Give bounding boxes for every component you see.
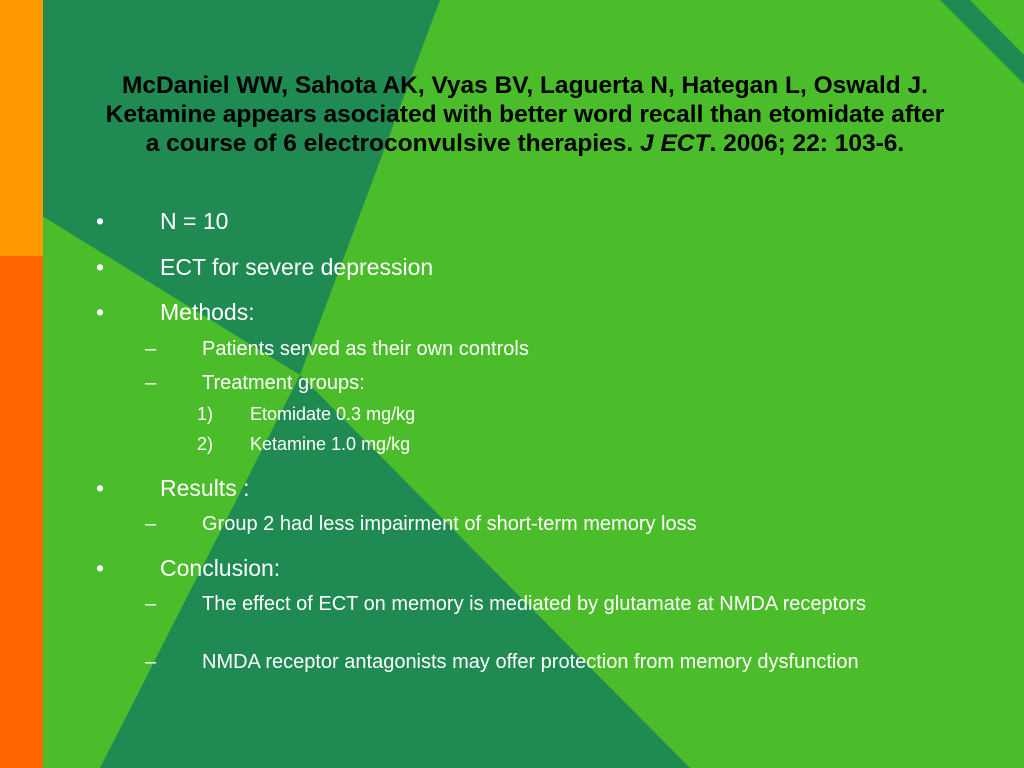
numbered-item-text: Etomidate 0.3 mg/kg	[250, 404, 416, 424]
bullet-marker: •	[96, 299, 105, 325]
numbered-item-text: Ketamine 1.0 mg/kg	[250, 434, 411, 454]
dash-marker: –	[145, 593, 157, 615]
bullet-marker: •	[96, 555, 105, 581]
dash-marker: –	[145, 372, 157, 394]
number-marker: 1)	[197, 404, 214, 424]
dash-marker: –	[145, 651, 157, 673]
bullet-marker: •	[96, 254, 105, 280]
title-tail: . 2006; 22: 103-6.	[709, 130, 905, 157]
number-marker: 2)	[197, 434, 214, 454]
bullet-text: Results :	[160, 475, 250, 501]
title-citation: McDaniel WW, Sahota AK, Vyas BV, Laguerta N, Hategan L, Oswald J. Ketamine appears asociated with better word recall than etomidate after a course of 6 electroconvulsive therapies.	[105, 72, 945, 157]
bullet-text: Conclusion:	[160, 555, 281, 581]
subitem-text: NMDA receptor antagonists may offer protection from memory dysfunction	[202, 651, 859, 673]
dash-marker: –	[145, 338, 157, 360]
subitem-text: The effect of ECT on memory is mediated by glutamate at NMDA receptors	[202, 593, 866, 615]
bullet-text: ECT for severe depression	[160, 254, 434, 280]
bullet-marker: •	[96, 208, 105, 234]
bullet-marker: •	[96, 475, 105, 501]
bullet-text: N = 10	[160, 208, 229, 234]
subitem-text: Group 2 had less impairment of short-term memory loss	[202, 513, 697, 535]
subitem-text: Patients served as their own controls	[202, 338, 529, 360]
subitem-text: Treatment groups:	[202, 372, 365, 394]
dash-marker: –	[145, 513, 157, 535]
bullet-text: Methods:	[160, 299, 255, 325]
title-journal: J ECT	[640, 130, 710, 157]
